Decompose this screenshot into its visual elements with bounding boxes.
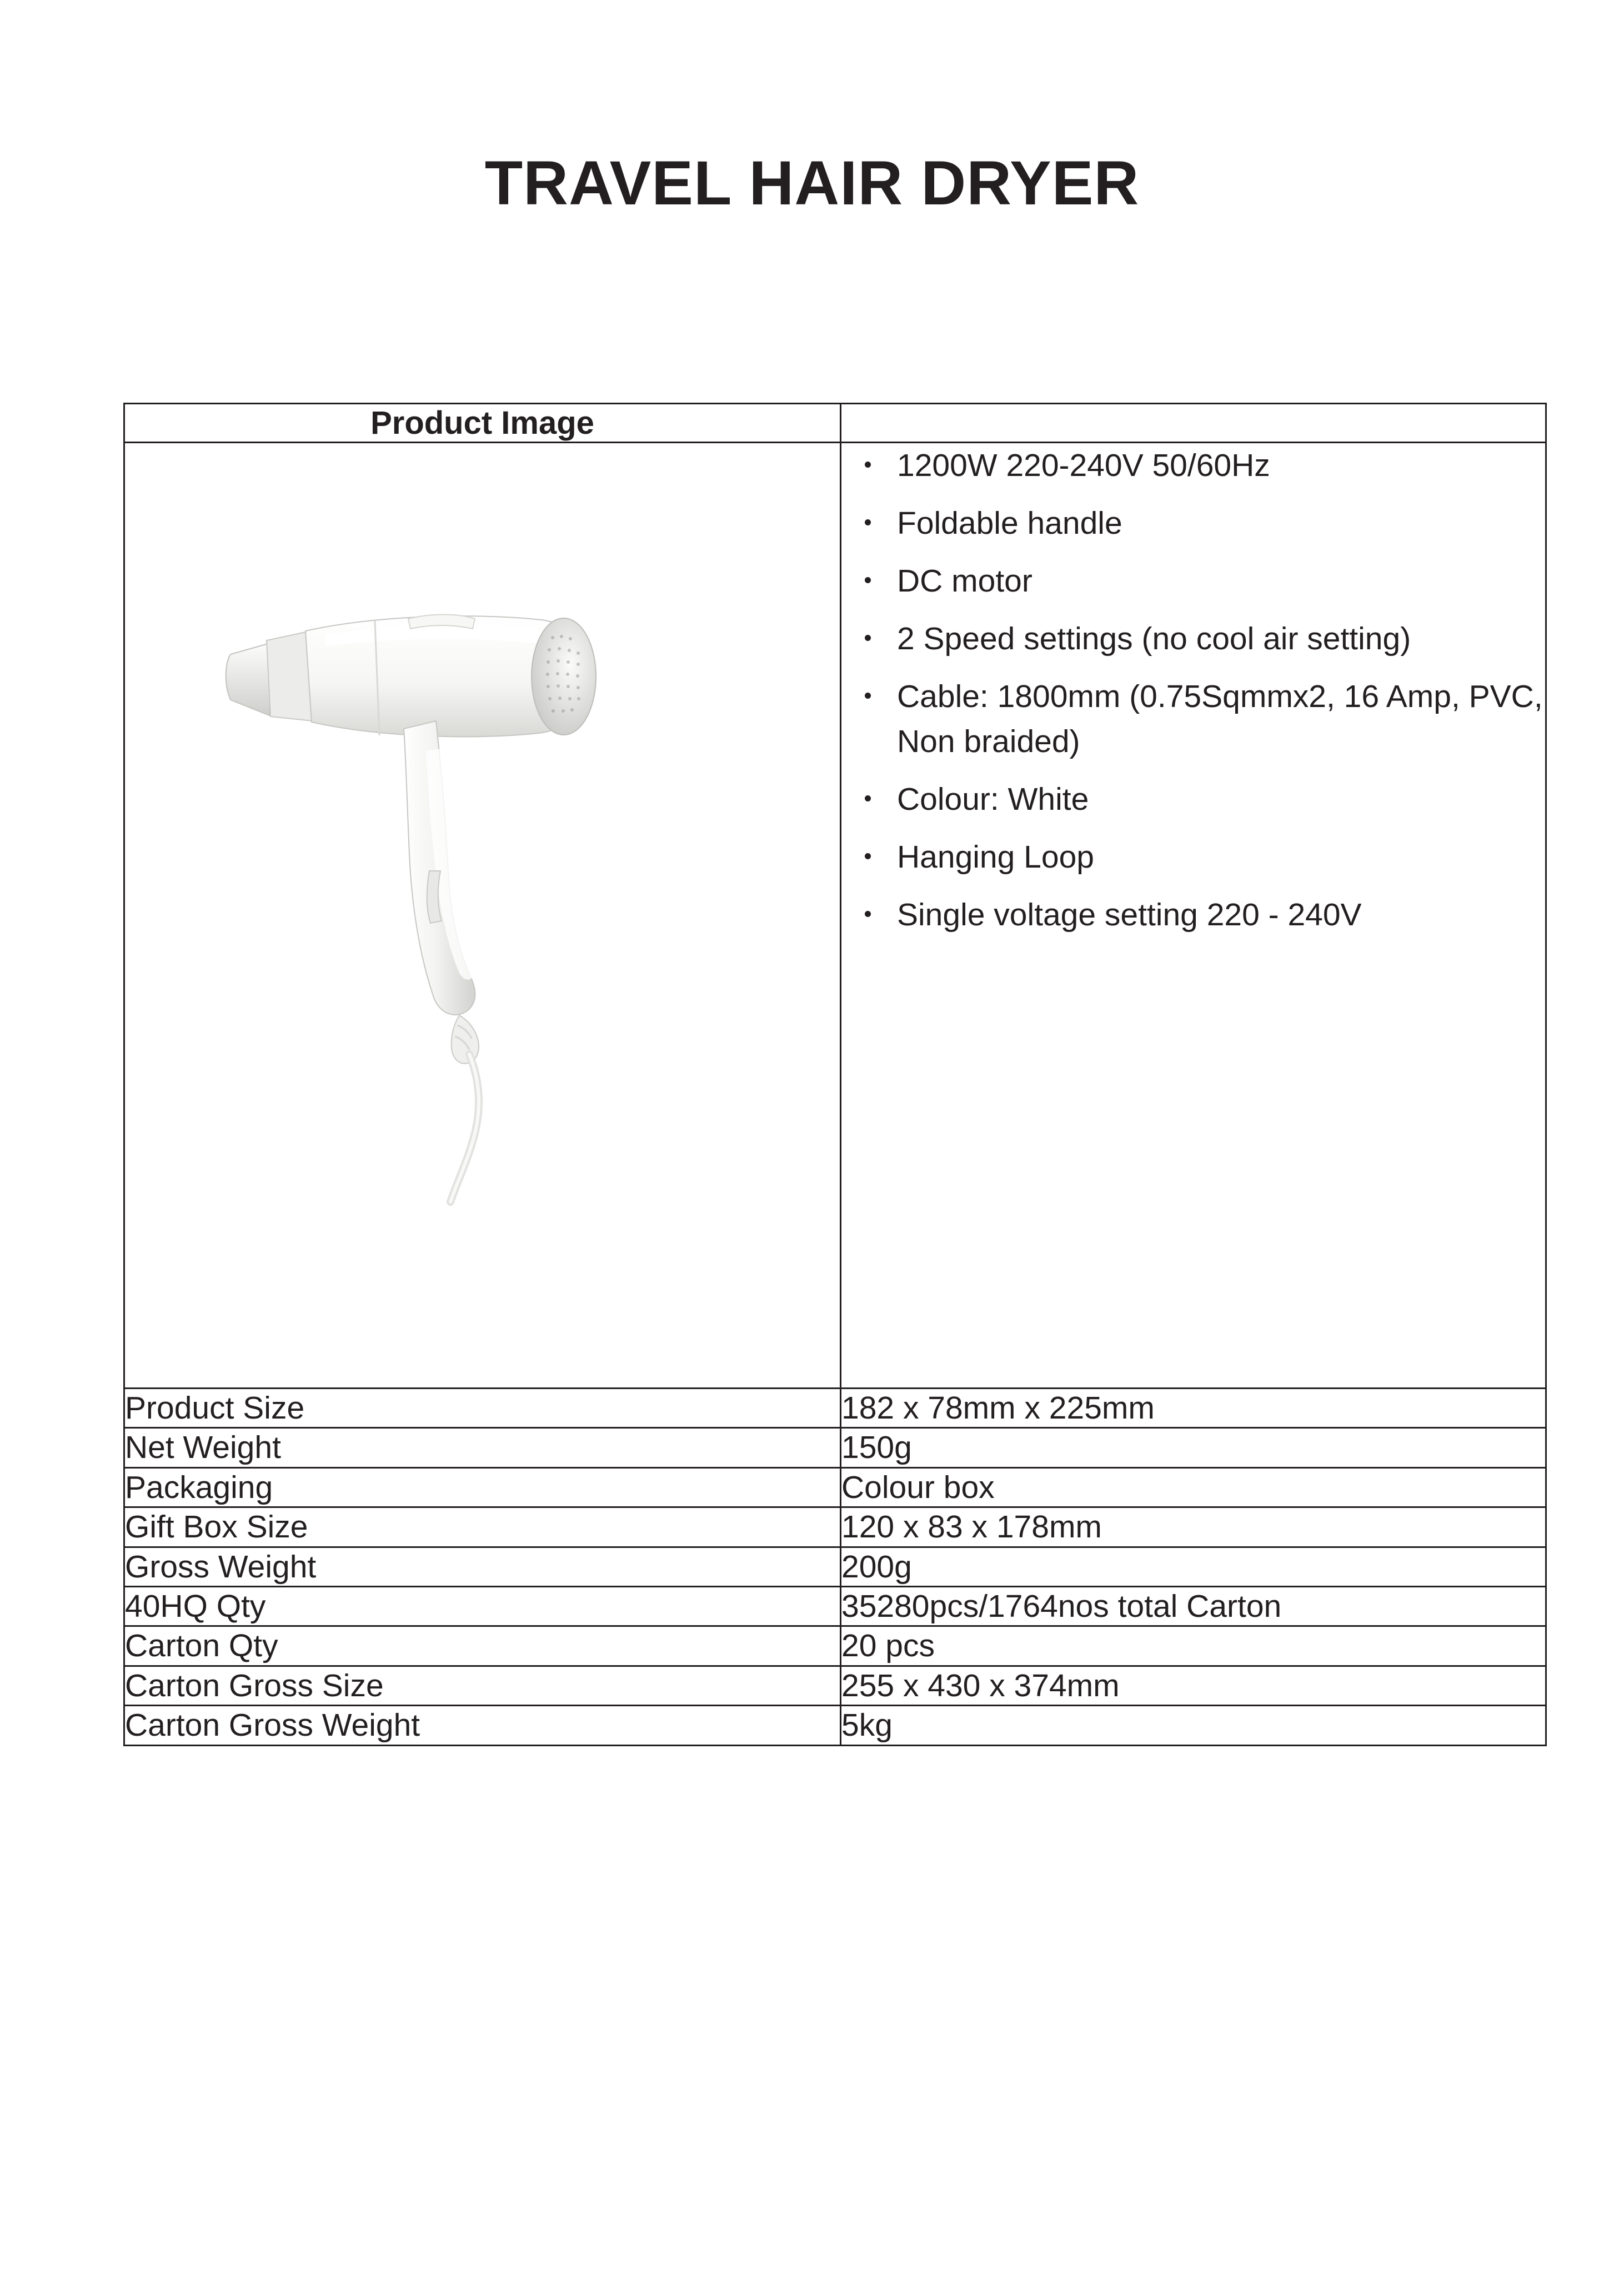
list-item: Single voltage setting 220 - 240V xyxy=(895,893,1545,938)
feature-list xyxy=(841,443,1545,937)
spec-label: 40HQ Qty xyxy=(124,1586,841,1626)
table-row xyxy=(124,1547,1546,1586)
list-item: Hanging Loop xyxy=(895,835,1545,880)
page-title: TRAVEL HAIR DRYER xyxy=(484,148,1140,218)
table-row xyxy=(124,1706,1546,1745)
list-item: Foldable handle xyxy=(895,501,1545,546)
spec-value: 20 pcs xyxy=(841,1626,1546,1666)
product-image-cell xyxy=(124,443,841,1389)
product-spec-table xyxy=(123,403,1547,1746)
spec-value: 5kg xyxy=(841,1706,1546,1745)
spec-value: 182 x 78mm x 225mm xyxy=(841,1389,1546,1428)
table-row xyxy=(124,1389,1546,1428)
spec-label: Carton Gross Weight xyxy=(124,1706,841,1745)
spec-label: Carton Gross Size xyxy=(124,1666,841,1705)
product-image-header: Product Image xyxy=(124,404,841,443)
table-row xyxy=(124,1467,1546,1507)
table-row xyxy=(124,443,1546,1389)
spec-value: 255 x 430 x 374mm xyxy=(841,1666,1546,1705)
spec-value: 120 x 83 x 178mm xyxy=(841,1507,1546,1547)
list-item: 2 Speed settings (no cool air setting) xyxy=(895,617,1545,662)
spec-value: 35280pcs/1764nos total Carton xyxy=(841,1586,1546,1626)
table-row xyxy=(124,1626,1546,1666)
spec-label: Gift Box Size xyxy=(124,1507,841,1547)
features-cell xyxy=(841,443,1546,1389)
product-image xyxy=(125,443,840,1387)
list-item: Colour: White xyxy=(895,777,1545,822)
spec-value: 150g xyxy=(841,1428,1546,1467)
spec-value: Colour box xyxy=(841,1467,1546,1507)
table-row xyxy=(124,1428,1546,1467)
spec-label: Carton Qty xyxy=(124,1626,841,1666)
table-row xyxy=(124,1586,1546,1626)
table-row xyxy=(124,1666,1546,1705)
hair-dryer-illustration xyxy=(208,538,764,1287)
table-header-row xyxy=(124,404,1546,443)
spec-label: Packaging xyxy=(124,1467,841,1507)
list-item: Cable: 1800mm (0.75Sqmmx2, 16 Amp, PVC, Non braided) xyxy=(895,674,1545,764)
spec-value: 200g xyxy=(841,1547,1546,1586)
list-item: 1200W 220-240V 50/60Hz xyxy=(895,443,1545,488)
spec-label: Product Size xyxy=(124,1389,841,1428)
spec-label: Net Weight xyxy=(124,1428,841,1467)
spec-label: Gross Weight xyxy=(124,1547,841,1586)
features-header xyxy=(841,404,1546,443)
list-item: DC motor xyxy=(895,559,1545,604)
table-row xyxy=(124,1507,1546,1547)
